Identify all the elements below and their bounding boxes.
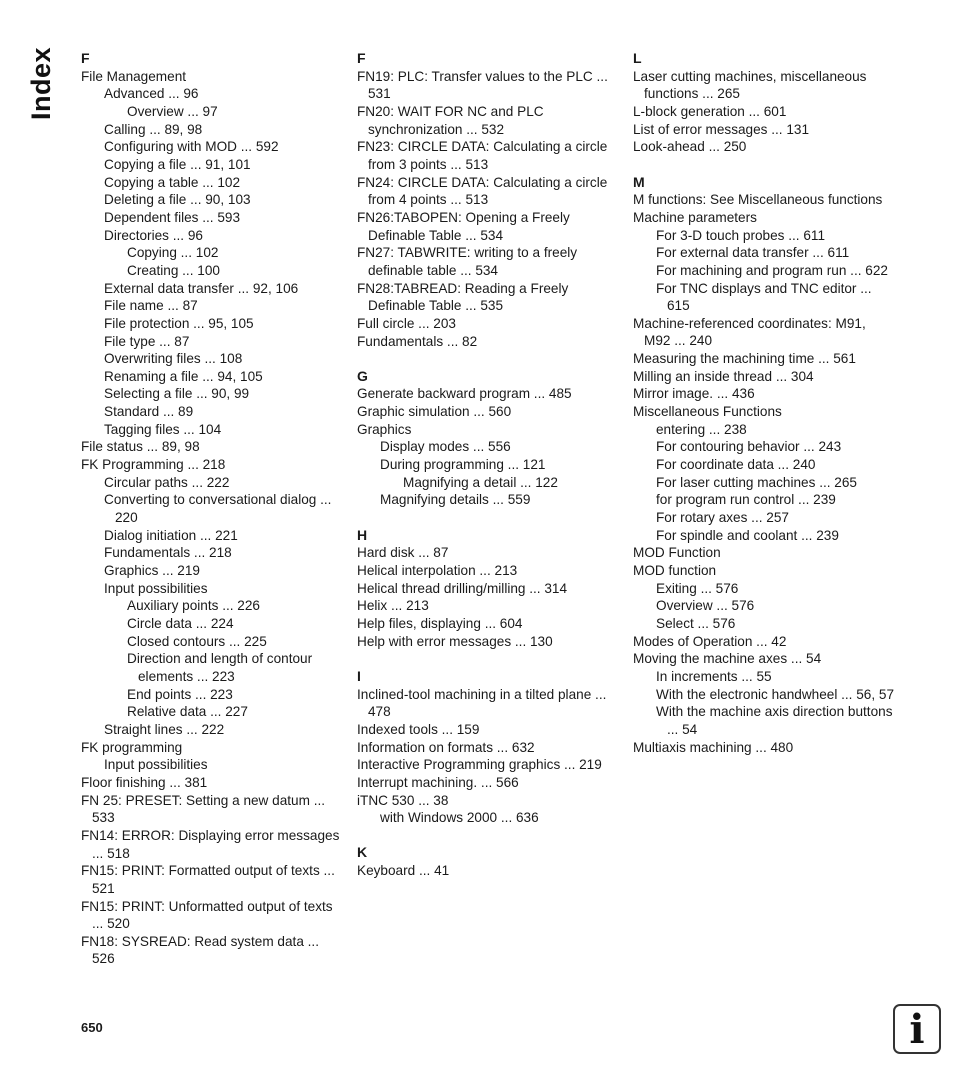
index-entry: FK Programming ... 218 [81,457,226,473]
index-subentry: Direction and length of contour elements ... 223 [127,651,313,684]
index-subentry: Tagging files ... 104 [104,421,222,437]
index-entry: File Management [81,68,187,84]
index-subentry: for program run control ... 239 [656,492,836,508]
letter-gap [357,509,619,527]
index-subentry: Input possibilities [104,580,208,596]
index-subentry: Overwriting files ... 108 [104,351,243,367]
index-subentry: During programming ... 121 [380,457,546,473]
index-entry: FN24: CIRCLE DATA: Calculating a circle from 4 points ... 513 [357,174,608,208]
index-entry: Look-ahead ... 250 [633,139,747,155]
letter-gap [633,156,895,174]
index-column-2 [357,50,619,880]
index-subentry: End points ... 223 [127,686,233,702]
index-subentry: Graphics ... 219 [104,563,200,579]
index-subentry: Input possibilities [104,757,208,773]
index-entry: FK programming [81,739,183,755]
index-entry: Measuring the machining time ... 561 [633,351,856,367]
info-icon-glyph: i [909,1006,925,1053]
letter-heading: H [357,526,368,543]
index-subentry: File protection ... 95, 105 [104,315,254,331]
index-subentry: Deleting a file ... 90, 103 [104,192,251,208]
index-subentry: Exiting ... 576 [656,580,739,596]
index-subentry: For coordinate data ... 240 [656,457,816,473]
index-entry: M functions: See Miscellaneous functions [633,192,883,208]
index-subentry: For contouring behavior ... 243 [656,439,842,455]
index-subentry: For rotary axes ... 257 [656,510,789,526]
index-entry: Helical interpolation ... 213 [357,563,518,578]
index-subentry: Circular paths ... 222 [104,474,230,490]
index-entry: FN26:TABOPEN: Opening a Freely Definable Table ... 534 [357,209,570,243]
index-title-text: Index [26,46,56,120]
letter-heading: M [633,173,645,190]
index-subentry: Magnifying details ... 559 [380,492,531,508]
letter-heading: G [357,367,368,384]
letter-heading: K [357,844,368,861]
info-icon [893,1004,941,1054]
letter-gap [357,350,619,368]
index-entry: Full circle ... 203 [357,315,456,331]
index-entry: Indexed tools ... 159 [357,721,480,737]
index-entry: Machine-referenced coordinates: M91, M92 ... 240 [633,315,866,349]
index-subentry: With the machine axis direction buttons ... 54 [656,704,893,737]
index-title [26,46,62,132]
index-subentry: Straight lines ... 222 [104,721,225,737]
index-entry: FN23: CIRCLE DATA: Calculating a circle from 3 points ... 513 [357,139,608,172]
index-subentry: Copying a file ... 91, 101 [104,156,251,172]
index-entry: FN18: SYSREAD: Read system data ... 526 [81,933,319,967]
index-entry: Help files, displaying ... 604 [357,615,523,631]
index-subentry: Creating ... 100 [127,262,220,278]
index-subentry: Copying a table ... 102 [104,174,241,190]
index-entry: Help with error messages ... 130 [357,633,553,649]
index-entry: Interrupt machining. ... 566 [357,774,519,790]
index-subentry: Copying ... 102 [127,245,219,261]
index-entry: Mirror image. ... 436 [633,386,755,402]
index-subentry: External data transfer ... 92, 106 [104,280,299,296]
index-subentry: Overview ... 97 [127,103,218,119]
index-subentry: File type ... 87 [104,333,190,349]
index-subentry: For machining and program run ... 622 [656,262,888,278]
index-entry: iTNC 530 ... 38 [357,792,449,808]
index-entry: Laser cutting machines, miscellaneous functions ... 265 [633,68,867,102]
index-subentry: File name ... 87 [104,298,198,314]
index-entry: FN15: PRINT: Formatted output of texts ... 521 [81,863,335,896]
index-entry: Graphic simulation ... 560 [357,404,512,420]
page-number: 650 [81,1020,103,1035]
index-entry: Moving the machine axes ... 54 [633,651,822,667]
index-subentry: For laser cutting machines ... 265 [656,474,857,490]
index-entry: Graphics [357,421,412,437]
letter-gap [357,827,619,845]
index-subentry: Magnifying a detail ... 122 [403,474,558,490]
index-entry: Generate backward program ... 485 [357,386,572,402]
index-subentry: Fundamentals ... 218 [104,545,232,561]
letter-gap [357,650,619,668]
index-subentry: For 3-D touch probes ... 611 [656,227,825,243]
index-subentry: Dependent files ... 593 [104,209,241,225]
index-entry: Milling an inside thread ... 304 [633,368,814,384]
index-entry: Miscellaneous Functions [633,404,782,420]
index-entry: Floor finishing ... 381 [81,774,208,790]
index-entry: MOD Function [633,545,721,561]
index-subentry: Display modes ... 556 [380,439,511,455]
index-entry: Keyboard ... 41 [357,863,450,879]
index-entry: Helix ... 213 [357,598,429,614]
index-column-1 [81,50,341,968]
index-entry: List of error messages ... 131 [633,121,810,137]
index-subentry: Overview ... 576 [656,598,755,614]
index-subentry: Auxiliary points ... 226 [127,598,260,614]
index-subentry: Circle data ... 224 [127,616,234,631]
index-entry: FN14: ERROR: Displaying error messages ... 518 [81,827,340,861]
index-entry: Information on formats ... 632 [357,739,535,755]
index-entry: FN27: TABWRITE: writing to a freely definable table ... 534 [357,245,578,278]
index-subentry: Directories ... 96 [104,227,203,243]
index-entry: Fundamentals ... 82 [357,333,478,349]
index-subentry: Converting to conversational dialog ... 220 [104,492,332,526]
index-entry: FN19: PLC: Transfer values to the PLC ... 531 [357,68,608,102]
index-entry: Multiaxis machining ... 480 [633,739,794,755]
index-subentry: with Windows 2000 ... 636 [380,810,539,826]
index-entry: Inclined-tool machining in a tilted plane ... 478 [357,686,607,720]
index-subentry: Dialog initiation ... 221 [104,527,238,543]
index-subentry: Closed contours ... 225 [127,633,267,649]
index-subentry: Renaming a file ... 94, 105 [104,368,263,384]
letter-heading: L [633,50,642,66]
letter-heading: F [357,50,366,66]
index-entry: FN20: WAIT FOR NC and PLC synchronization ... 532 [357,103,544,137]
index-entry: FN15: PRINT: Unformatted output of texts ... 520 [81,898,333,932]
index-entry: Modes of Operation ... 42 [633,633,787,649]
index-subentry: Select ... 576 [656,615,736,631]
index-subentry: Standard ... 89 [104,404,194,420]
index-entry: Interactive Programming graphics ... 219 [357,757,602,773]
index-subentry: Relative data ... 227 [127,704,248,720]
index-entry: Hard disk ... 87 [357,545,449,561]
index-entry: Helical thread drilling/milling ... 314 [357,580,568,596]
index-subentry: Advanced ... 96 [104,86,199,102]
index-subentry: For spindle and coolant ... 239 [656,527,839,543]
index-subentry: Selecting a file ... 90, 99 [104,386,250,402]
index-entry: Machine parameters [633,209,757,225]
index-subentry: Calling ... 89, 98 [104,121,203,137]
index-entry: L-block generation ... 601 [633,103,787,119]
index-subentry: Configuring with MOD ... 592 [104,139,279,155]
index-subentry: With the electronic handwheel ... 56, 57 [656,686,895,702]
index-subentry: For external data transfer ... 611 [656,245,850,261]
index-entry: File status ... 89, 98 [81,439,200,455]
letter-heading: F [81,50,90,66]
index-column-3 [633,50,895,756]
index-entry: FN 25: PRESET: Setting a new datum ... 533 [81,792,326,826]
letter-heading: I [357,667,361,684]
index-entry: FN28:TABREAD: Reading a Freely Definable Table ... 535 [357,280,569,314]
index-subentry: For TNC displays and TNC editor ... 615 [656,280,872,314]
index-subentry: In increments ... 55 [656,668,772,684]
index-entry: MOD function [633,563,717,579]
index-subentry: entering ... 238 [656,421,747,437]
